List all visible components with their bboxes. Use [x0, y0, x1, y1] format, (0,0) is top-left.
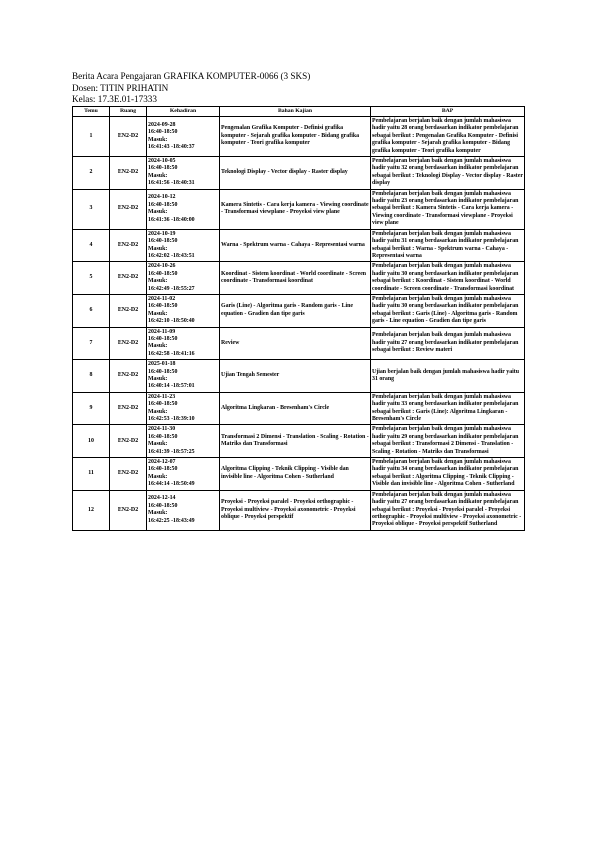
cell-kehadiran: 2025-01-18 16:40-18:50 Masuk: 16:40:14 -18:57:01 [147, 360, 220, 393]
cell-temu: 10 [73, 425, 110, 458]
cell-bap: Pembelajaran berjalan baik dengan jumlah mahasiswa hadir yaitu 32 orang berdasarkan indikator pembelajaran sebagai berikut : Teknologi Display - Vector display - Raster display [371, 157, 525, 190]
cell-bahan-kajian: Pengenalan Grafika Komputer - Definisi grafika komputer - Sejarah grafika komputer - Bidang grafika komputer - Teori grafika komputer [220, 117, 371, 157]
cell-ruang: EN2-D2 [110, 360, 147, 393]
cell-kehadiran: 2024-12-14 16:40-18:50 Masuk: 16:42:25 -18:43:49 [147, 490, 220, 530]
cell-ruang: EN2-D2 [110, 229, 147, 262]
cell-temu: 5 [73, 262, 110, 295]
cell-bahan-kajian: Review [220, 327, 371, 360]
table-row [73, 425, 525, 458]
cell-ruang: EN2-D2 [110, 490, 147, 530]
cell-ruang: EN2-D2 [110, 294, 147, 327]
cell-bahan-kajian: Algoritma Lingkaran - Bresenham's Circle [220, 392, 371, 425]
cell-bap: Pembelajaran berjalan baik dengan jumlah mahasiswa hadir yaitu 28 orang berdasarkan indikator pembelajaran sebagai berikut : Pengenalan Grafika Komputer - Definisi grafika komputer - Sejarah grafika komputer - Bidang grafika komputer - Teori grafika komputer [371, 117, 525, 157]
table-row [73, 262, 525, 295]
table-row [73, 189, 525, 229]
cell-bap: Pembelajaran berjalan baik dengan jumlah mahasiswa hadir yaitu 33 orang berdasarkan indikator pembelajaran sebagai berikut : Garis (Line): Algoritma Lingkaran - Bresenham's Circle [371, 392, 525, 425]
cell-bap: Pembelajaran berjalan baik dengan jumlah mahasiswa hadir yaitu 30 orang berdasarkan indikator pembelajaran sebagai berikut : Koordinat - Sistem koordinat - World coordinate - Screen coordinate - Transformasi koordinat [371, 262, 525, 295]
cell-ruang: EN2-D2 [110, 392, 147, 425]
header-bahan-kajian: Bahan Kajian [220, 107, 371, 117]
cell-bap: Pembelajaran berjalan baik dengan jumlah mahasiswa hadir yaitu 30 orang berdasarkan indikator pembelajaran sebagai berikut : Garis (Line) - Algoritma garis - Random garis - Line equation - Gradien dan tipe garis [371, 294, 525, 327]
header-ruang: Ruang [110, 107, 147, 117]
cell-temu: 7 [73, 327, 110, 360]
cell-ruang: EN2-D2 [110, 189, 147, 229]
cell-temu: 6 [73, 294, 110, 327]
cell-bap: Pembelajaran berjalan baik dengan jumlah mahasiswa hadir yaitu 31 orang berdasarkan indikator pembelajaran sebagai berikut : Warna - Spektrum warna - Cahaya - Representasi warna [371, 229, 525, 262]
lecturer-name: Dosen: TITIN PRIHATIN [72, 82, 169, 93]
cell-kehadiran: 2024-11-09 16:40-18:50 Masuk: 16:42:58 -18:41:16 [147, 327, 220, 360]
cell-temu: 8 [73, 360, 110, 393]
cell-ruang: EN2-D2 [110, 117, 147, 157]
cell-bahan-kajian: Kamera Sintetis - Cara kerja kamera - Viewing coordinate - Transformasi viewplane - Proyeksi view plane [220, 189, 371, 229]
cell-bahan-kajian: Proyeksi - Proyeksi paralel - Proyeksi orthographic - Proyeksi multiview - Proyeksi axonometric - Proyeksi oblique - Proyeksi perspektif [220, 490, 371, 530]
header-temu: Temu [73, 107, 110, 117]
cell-kehadiran: 2024-10-12 16:40-18:50 Masuk: 16:41:36 -18:40:00 [147, 189, 220, 229]
document-header [72, 71, 310, 106]
cell-bahan-kajian: Warna - Spektrum warna - Cahaya - Representasi warna [220, 229, 371, 262]
cell-bap: Pembelajaran berjalan baik dengan jumlah mahasiswa hadir yaitu 29 orang berdasarkan indikator pembelajaran sebagai berikut : Transformasi 2 Dimensi - Translation - Scaling - Rotation - Matriks dan Transformasi [371, 425, 525, 458]
table-row [73, 117, 525, 157]
cell-kehadiran: 2024-11-30 16:40-18:50 Masuk: 16:41:39 -18:57:25 [147, 425, 220, 458]
cell-bahan-kajian: Teknologi Display - Vector display - Raster display [220, 157, 371, 190]
cell-bap: Pembelajaran berjalan baik dengan jumlah mahasiswa hadir yaitu 27 orang berdasarkan indikator pembelajaran sebagai berikut : Review materi [371, 327, 525, 360]
cell-bap: Ujian berjalan baik dengan jumlah mahasiswa hadir yaitu 31 orang [371, 360, 525, 393]
cell-bap: Pembelajaran berjalan baik dengan jumlah mahasiswa hadir yaitu 23 orang berdasarkan indikator pembelajaran sebagai berikut : Kamera Sintetis - Cara kerja kamera - Viewing coordinate - Transformasi viewplane - Proyeksi view plane [371, 189, 525, 229]
cell-temu: 3 [73, 189, 110, 229]
teaching-record-table [72, 106, 525, 531]
cell-ruang: EN2-D2 [110, 327, 147, 360]
cell-bahan-kajian: Garis (Line) - Algoritma garis - Random garis - Line equation - Gradien dan tipe garis [220, 294, 371, 327]
cell-temu: 11 [73, 458, 110, 491]
table-header-row [73, 107, 525, 117]
cell-kehadiran: 2024-10-19 16:40-18:50 Masuk: 16:42:02 -18:43:51 [147, 229, 220, 262]
table-row [73, 327, 525, 360]
cell-bahan-kajian: Koordinat - Sistem koordinat - World coordinate - Screen coordinate - Transformasi koordinat [220, 262, 371, 295]
cell-temu: 9 [73, 392, 110, 425]
cell-kehadiran: 2024-10-05 16:40-18:50 Masuk: 16:41:56 -18:40:31 [147, 157, 220, 190]
cell-bap: Pembelajaran berjalan baik dengan jumlah mahasiswa hadir yaitu 34 orang berdasarkan indikator pembelajaran sebagai berikut : Algoritma Clipping - Teknik Clipping - Visible dan invisible line - Algoritma Cohen - Sutherland [371, 458, 525, 491]
table-row [73, 392, 525, 425]
cell-temu: 12 [73, 490, 110, 530]
table-row [73, 294, 525, 327]
cell-bahan-kajian: Transformasi 2 Dimensi - Translation - Scaling - Rotation - Matriks dan Transformasi [220, 425, 371, 458]
cell-temu: 4 [73, 229, 110, 262]
table-row [73, 458, 525, 491]
cell-temu: 1 [73, 117, 110, 157]
cell-bahan-kajian: Ujian Tengah Semester [220, 360, 371, 393]
document-title: Berita Acara Pengajaran GRAFIKA KOMPUTER-0066 (3 SKS) [72, 71, 311, 81]
table-row [73, 490, 525, 530]
cell-kehadiran: 2024-11-23 16:40-18:50 Masuk: 16:42:53 -18:39:10 [147, 392, 220, 425]
table-row [73, 360, 525, 393]
table-row [73, 229, 525, 262]
cell-bahan-kajian: Algoritma Clipping - Teknik Clipping - Visible dan invisible line - Algoritma Cohen - Sutherland [220, 458, 371, 491]
cell-kehadiran: 2024-09-28 16:40-18:50 Masuk: 16:41:43 -18:40:37 [147, 117, 220, 157]
cell-kehadiran: 2024-11-02 16:40-18:50 Masuk: 16:42:10 -18:50:40 [147, 294, 220, 327]
header-bap: BAP [371, 107, 525, 117]
cell-ruang: EN2-D2 [110, 458, 147, 491]
cell-ruang: EN2-D2 [110, 425, 147, 458]
cell-kehadiran: 2024-10-26 16:40-18:50 Masuk: 16:42:49 -18:55:27 [147, 262, 220, 295]
cell-ruang: EN2-D2 [110, 262, 147, 295]
header-kehadiran: Kehadiran [147, 107, 220, 117]
table-row [73, 157, 525, 190]
cell-kehadiran: 2024-12-07 16:40-18:50 Masuk: 16:44:14 -18:50:49 [147, 458, 220, 491]
class-code: Kelas: 17.3E.01-17333 [72, 94, 157, 104]
cell-bap: Pembelajaran berjalan baik dengan jumlah mahasiswa hadir yaitu 27 orang berdasarkan indikator pembelajaran sebagai berikut : Proyeksi - Proyeksi paralel - Proyeksi orthographic - Proyeksi multiview - Proyeksi axonometric - Proyeksi oblique - Proyeksi perspektif Sutherland [371, 490, 525, 530]
cell-temu: 2 [73, 157, 110, 190]
cell-ruang: EN2-D2 [110, 157, 147, 190]
